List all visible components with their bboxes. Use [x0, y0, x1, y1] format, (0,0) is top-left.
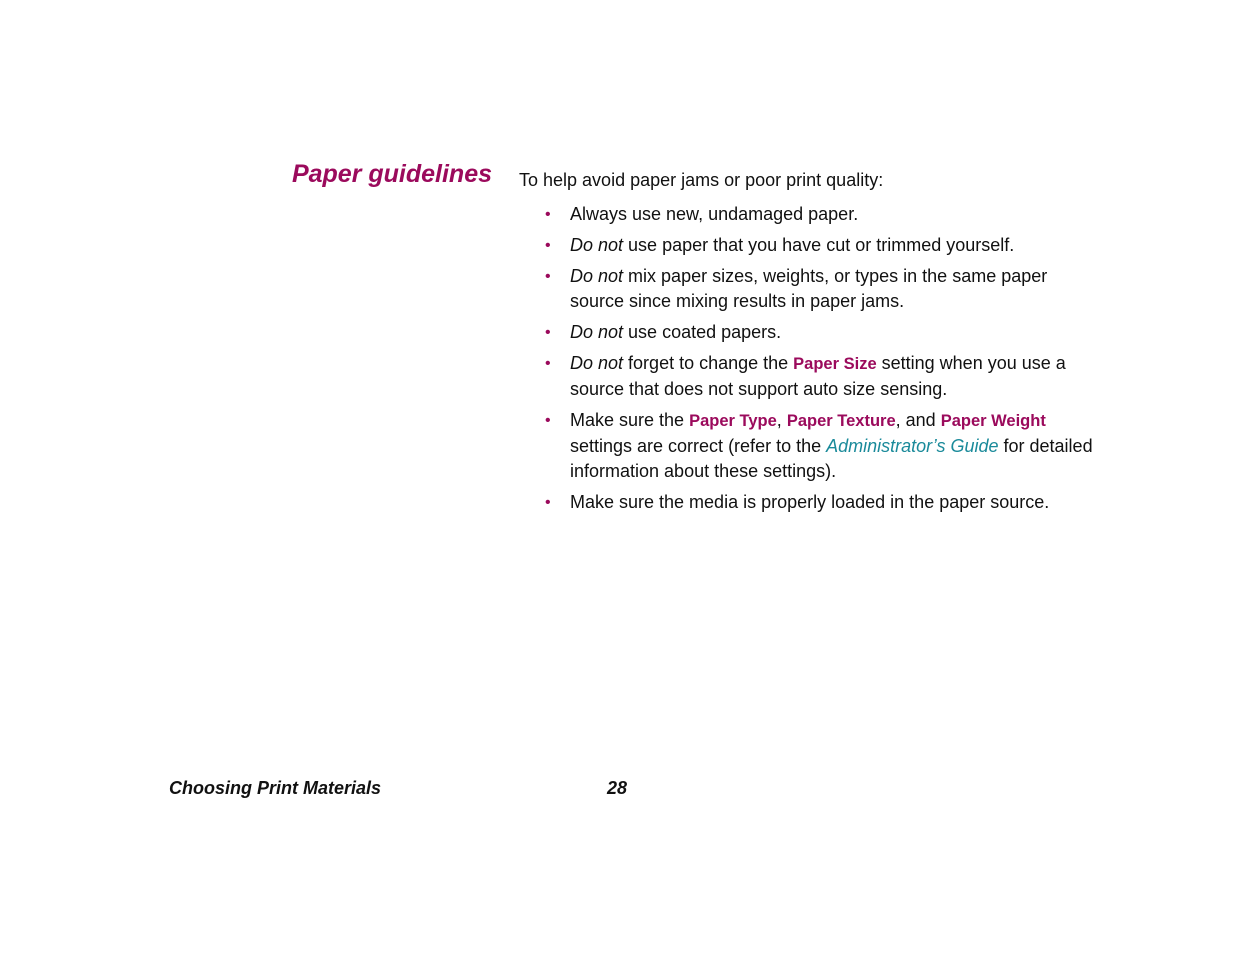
bullet-icon: • — [545, 206, 551, 223]
item-emphasis: Do not — [570, 266, 624, 286]
item-emphasis: Do not — [570, 235, 624, 255]
item-separator: , and — [895, 410, 941, 430]
bullet-icon: • — [545, 237, 551, 254]
item-separator: , — [776, 410, 787, 430]
item-emphasis: Do not — [570, 322, 624, 342]
list-item — [519, 351, 1099, 402]
list-item — [519, 320, 1099, 345]
list-item — [519, 264, 1099, 314]
list-item — [519, 490, 1099, 515]
list-item — [519, 202, 1099, 227]
item-text: mix paper sizes, weights, or types in the same paper source since mixing results in paper jams. — [570, 266, 1048, 311]
menu-setting-paper-size: Paper Size — [793, 355, 877, 373]
item-text: for detailed information about these settings). — [570, 436, 1093, 481]
footer-chapter-title: Choosing Print Materials — [169, 778, 382, 798]
item-text: setting when you use a source that does not support auto size sensing. — [570, 353, 1066, 399]
list-item — [519, 408, 1099, 484]
item-text: settings are correct (refer to the — [570, 436, 827, 456]
section-heading: Paper guidelines — [291, 160, 492, 188]
item-emphasis: Do not — [570, 353, 624, 373]
item-text: Make sure the — [570, 410, 690, 430]
bullet-icon: • — [545, 494, 551, 511]
guideline-list — [519, 202, 1099, 515]
item-text: forget to change the — [623, 353, 794, 373]
menu-setting-paper-weight: Paper Weight — [940, 412, 1046, 430]
administrators-guide-link[interactable]: Administrator’s Guide — [826, 436, 999, 456]
list-item — [519, 233, 1099, 258]
item-text: use coated papers. — [623, 322, 782, 342]
item-text: Always use new, undamaged paper. — [570, 204, 859, 224]
intro-text: To help avoid paper jams or poor print quality: — [519, 170, 884, 190]
bullet-icon: • — [545, 268, 551, 285]
item-text: Make sure the media is properly loaded in the paper source. — [570, 492, 1050, 512]
section-body — [519, 168, 1099, 521]
footer-page-number: 28 — [607, 778, 628, 798]
bullet-icon: • — [545, 324, 551, 341]
item-text: use paper that you have cut or trimmed yourself. — [623, 235, 1015, 255]
bullet-icon: • — [545, 355, 551, 372]
menu-setting-paper-type: Paper Type — [689, 412, 777, 430]
bullet-icon: • — [545, 412, 551, 429]
menu-setting-paper-texture: Paper Texture — [786, 412, 896, 430]
